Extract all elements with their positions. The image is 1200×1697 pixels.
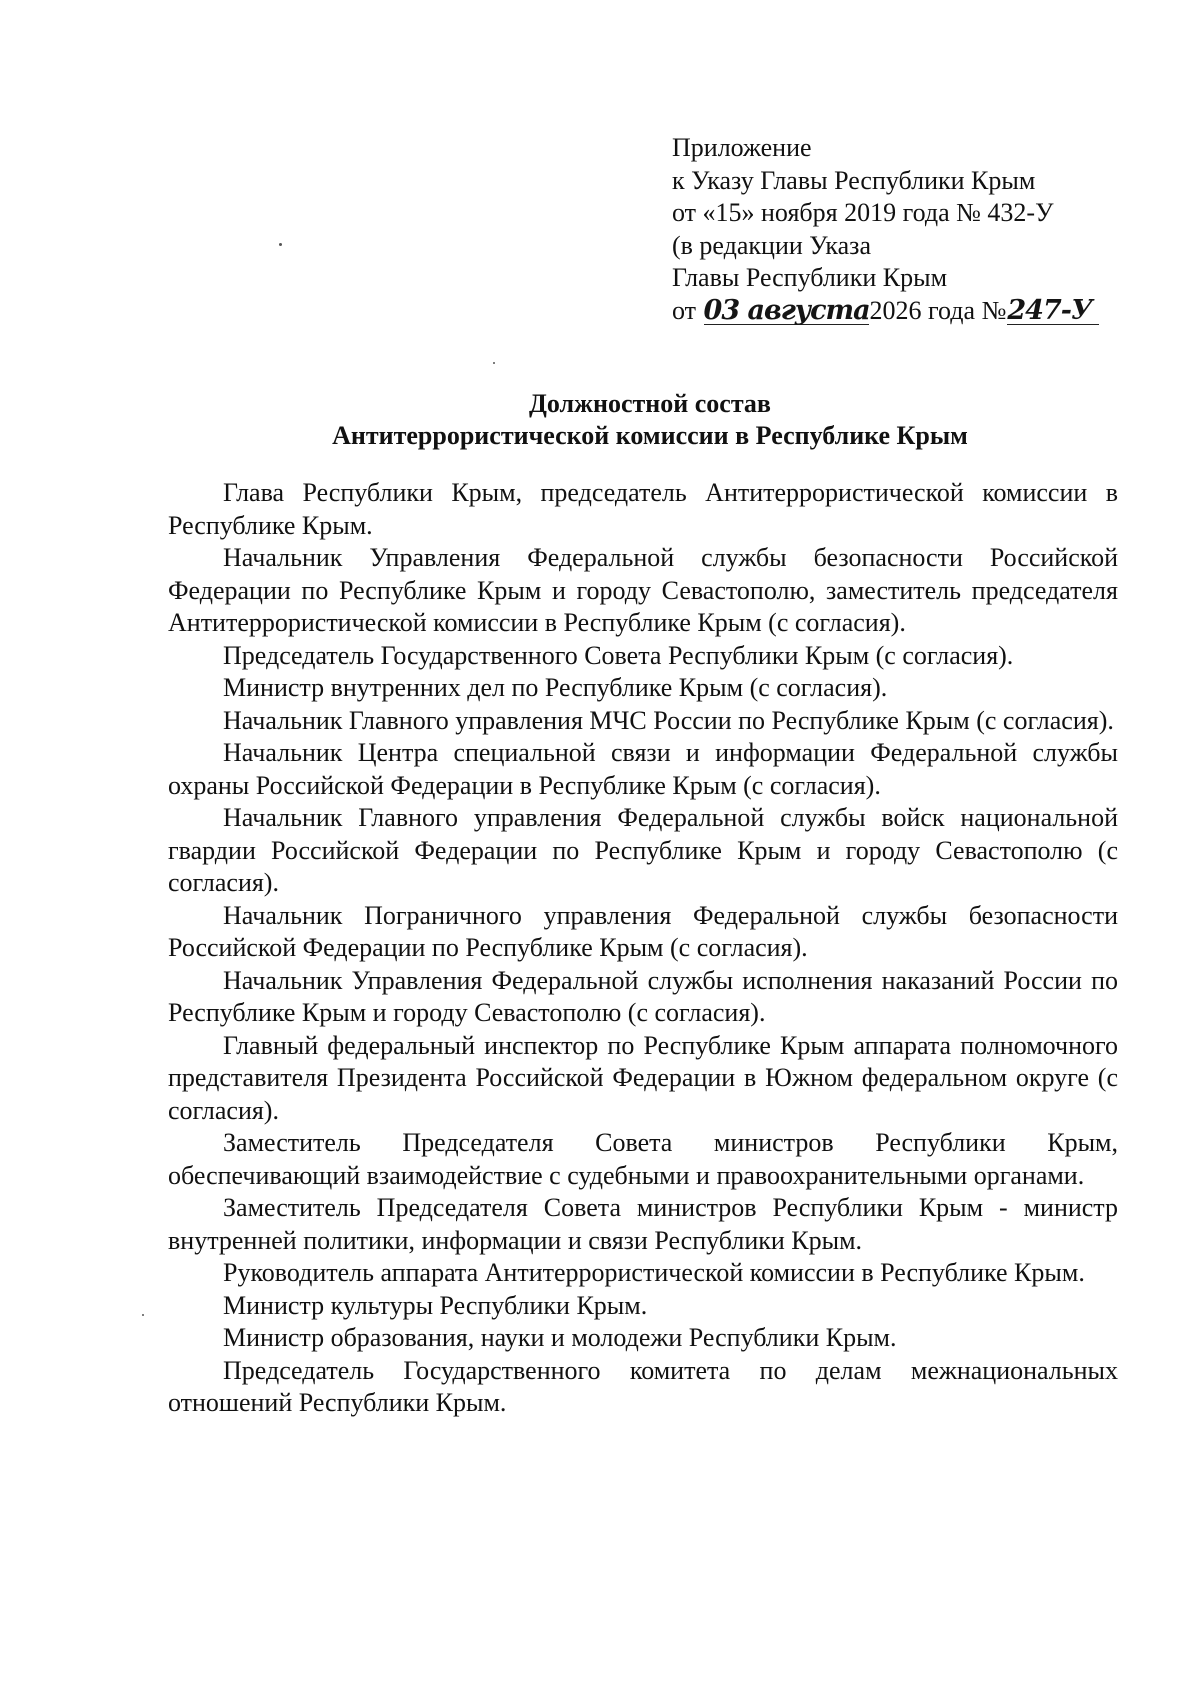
amendment-year: 2026 года №	[869, 295, 1007, 325]
composition-list	[168, 477, 1118, 1420]
appendix-line: от «15» ноября 2019 года № 432-У	[672, 198, 1054, 227]
amendment-prefix: от	[672, 295, 703, 325]
title-line-2: Антитеррористической комиссии в Республике Крым	[332, 421, 968, 450]
appendix-header	[672, 132, 1142, 327]
appendix-line: (в редакции Указа	[672, 230, 871, 260]
list-item: Председатель Государственного Совета Республики Крым (с согласия).	[223, 640, 1014, 670]
list-item: Начальник Центра специальной связи и информации Федеральной службы охраны Российской Федерации в Республике Крым (с согласия).	[168, 738, 1118, 800]
handwritten-number: 247-У	[1007, 298, 1099, 325]
list-item: Начальник Главного управления МЧС России по Республике Крым (с согласия).	[223, 705, 1114, 735]
list-item: Начальник Управления Федеральной службы безопасности Российской Федерации по Республике Крым и городу Севастополю, заместитель председателя Антитеррористической комиссии в Республике Крым (с согласия).	[168, 543, 1118, 637]
list-item: Начальник Пограничного управления Федеральной службы безопасности Российской Федерации по Республике Крым (с согласия).	[168, 900, 1118, 962]
list-item: Председатель Государственного комитета по делам межнациональных отношений Республики Крым.	[168, 1355, 1118, 1417]
scan-speck	[142, 1314, 144, 1316]
title-line-1: Должностной состав	[529, 389, 771, 418]
list-item: Заместитель Председателя Совета министров Республики Крым, обеспечивающий взаимодействие с судебными и правоохранительными органами.	[168, 1128, 1118, 1190]
appendix-line: к Указу Главы Республики Крым	[672, 165, 1036, 195]
scan-speck	[493, 362, 495, 364]
list-item: Начальник Управления Федеральной службы исполнения наказаний России по Республике Крым и городу Севастополю (с согласия).	[168, 965, 1118, 1027]
list-item: Глава Республики Крым, председатель Антитеррористической комиссии в Республике Крым.	[168, 478, 1118, 540]
appendix-line: Приложение	[672, 133, 812, 162]
appendix-line: Главы Республики Крым	[672, 263, 948, 292]
list-item: Руководитель аппарата Антитеррористической комиссии в Республике Крым.	[223, 1258, 1085, 1287]
list-item: Начальник Главного управления Федеральной службы войск национальной гвардии Российской Федерации по Республике Крым и городу Севастополю (с согласия).	[168, 803, 1118, 897]
handwritten-date: 03 августа	[703, 294, 870, 326]
appendix-amendment-line	[672, 295, 1142, 328]
document-title	[150, 388, 1150, 452]
list-item: Министр образования, науки и молодежи Республики Крым.	[223, 1323, 897, 1352]
list-item: Главный федеральный инспектор по Республике Крым аппарата полномочного представителя Президента Российской Федерации в Южном федеральном округе (с согласия).	[168, 1030, 1118, 1125]
scan-speck	[279, 243, 282, 246]
list-item: Министр внутренних дел по Республике Крым (с согласия).	[223, 673, 888, 702]
list-item: Министр культуры Республики Крым.	[223, 1290, 648, 1320]
list-item: Заместитель Председателя Совета министров Республики Крым - министр внутренней политики, информации и связи Республики Крым.	[168, 1193, 1118, 1255]
